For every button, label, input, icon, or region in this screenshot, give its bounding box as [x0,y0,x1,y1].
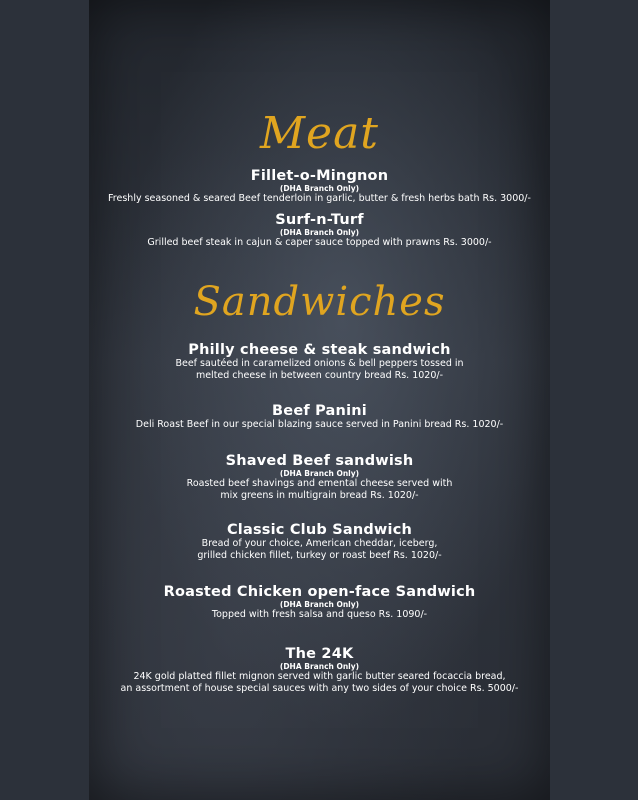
item-name: Shaved Beef sandwish [225,453,414,469]
item-name: Fillet-o-Mingnon [250,168,389,184]
item-description: Deli Roast Beef in our special blazing sauce served in Panini bread Rs. 1020/- [135,419,504,430]
item-name: Beef Panini [272,403,367,419]
item-description: 24K gold platted fillet mignon served with garlic butter seared focaccia bread, an assortment of house special sauces with any two sides of your choice Rs. 5000/- [120,671,519,694]
menu-item-roasted-chicken-open-face [89,584,550,621]
item-description: Beef sautéed in caramelized onions & bell peppers tossed in melted cheese in between country bread Rs. 1020/- [175,358,464,381]
menu-item-fillet-o-mingnon [89,168,550,205]
item-description: Bread of your choice, American cheddar, iceberg, grilled chicken fillet, turkey or roast beef Rs. 1020/- [197,538,442,561]
item-name: The 24K [285,646,354,662]
item-note: (DHA Branch Only) [279,469,360,478]
item-description: Freshly seasoned & seared Beef tenderloin in garlic, butter & fresh herbs bath Rs. 3000/- [108,193,531,204]
item-name: Roasted Chicken open-face Sandwich [163,584,476,600]
menu-item-classic-club-sandwich [89,522,550,562]
item-name: Philly cheese & steak sandwich [188,342,451,358]
item-description: Topped with fresh salsa and queso Rs. 1090/- [211,609,428,620]
item-note: (DHA Branch Only) [279,228,360,237]
menu-item-shaved-beef-sandwish [89,453,550,502]
item-description: Grilled beef steak in cajun & caper sauce topped with prawns Rs. 3000/- [147,237,492,248]
menu-item-philly-cheese-steak [89,342,550,382]
item-name: Classic Club Sandwich [226,522,413,538]
item-note: (DHA Branch Only) [279,600,360,609]
item-note: (DHA Branch Only) [279,662,360,671]
menu-item-the-24k [89,646,550,695]
item-description: Roasted beef shavings and emental cheese served with mix greens in multigrain bread Rs. 1020/- [186,478,453,501]
menu-item-beef-panini [89,403,550,431]
item-note: (DHA Branch Only) [279,184,360,193]
item-name: Surf-n-Turf [275,212,364,228]
menu-panel [89,0,550,800]
menu-item-surf-n-turf [89,212,550,249]
section-heading-meat: Meat [259,108,379,159]
section-heading-sandwiches: Sandwiches [193,279,446,325]
